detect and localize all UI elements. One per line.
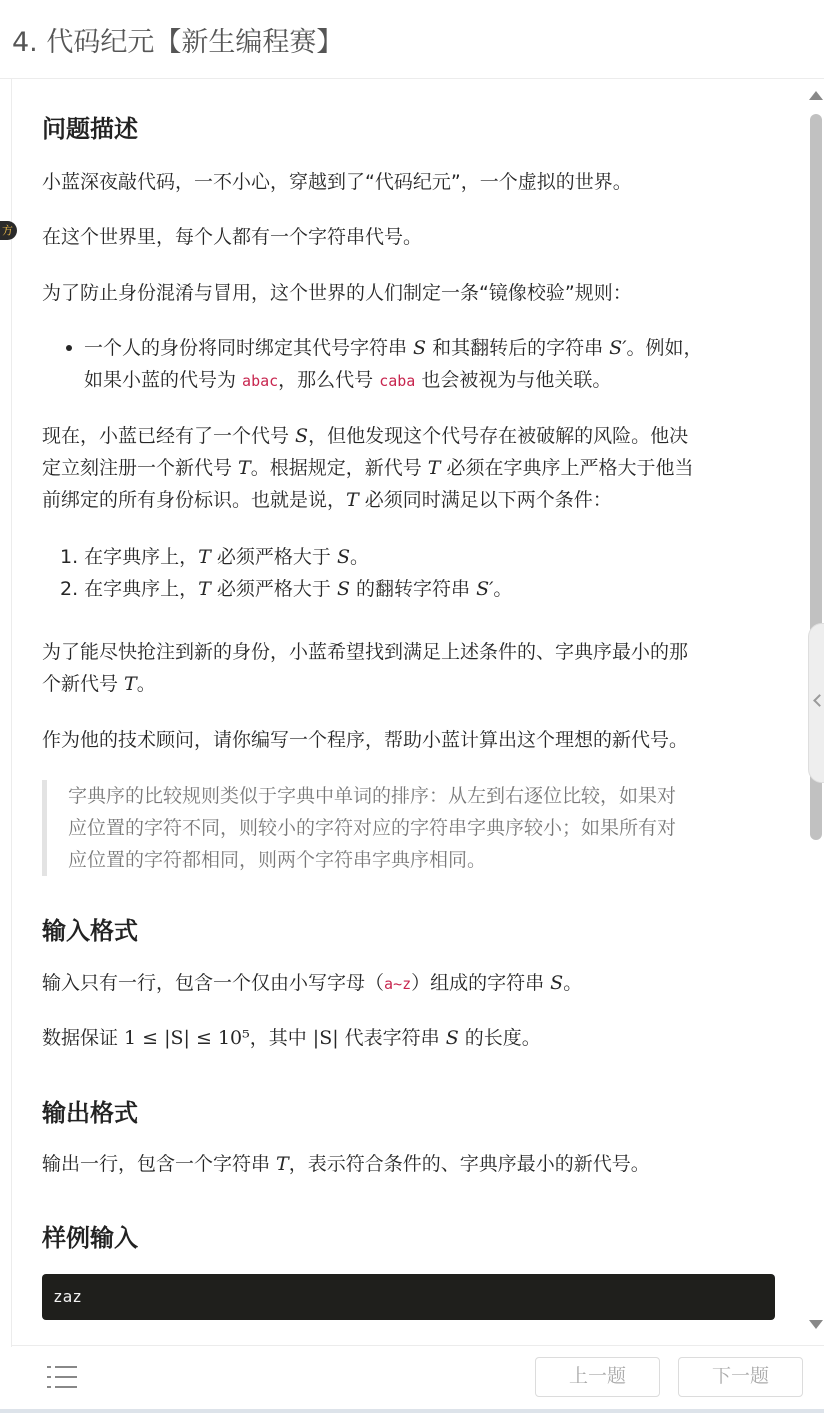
math-var: T [346,489,359,511]
output-format-heading: 输出格式 [42,1099,138,1127]
left-divider [11,79,12,1347]
input-format-heading: 输入格式 [42,917,138,945]
math-var: S [413,337,427,359]
paragraph-3: 为了防止身份混淆与冒用，这个世界的人们制定一条“镜像校验”规则： [42,282,632,304]
chevron-left-icon [813,694,824,707]
footer-bar [12,1345,824,1413]
input-paragraph-1: 输入只有一行，包含一个仅由小写字母（a∼z）组成的字符串 S。 [42,972,583,994]
paragraph-4: 现在，小蓝已经有了一个代号 S，但他发现这个代号存在被破解的风险。他决 定立刻注册一个新代号 T。根据规定，新代号 T 必须在字典序上严格大于他当 前绑定的所有身份标识。也就是说，T 必须同时满足以下两个条件： [42,425,694,511]
output-paragraph: 输出一行，包含一个字符串 T，表示符合条件的、字典序最小的新代号。 [42,1153,650,1175]
math-var: S′ [609,337,627,359]
bullet-dot-icon [66,345,72,351]
side-badge[interactable]: 方 [0,221,17,240]
bullet-item: 一个人的身份将同时绑定其代号字符串 S 和其翻转后的字符串 S′。例如， 如果小蓝的代号为 abac，那么代号 caba 也会被视为与他关联。 [62,332,777,397]
bottom-strip [0,1409,824,1413]
sample-input-heading: 样例输入 [42,1224,138,1252]
title-bar [0,0,824,79]
paragraph-6: 作为他的技术顾问，请你编写一个程序，帮助小蓝计算出这个理想的新代号。 [42,729,689,751]
condition-list [60,541,777,605]
prev-problem-button[interactable]: 上一题 [535,1357,660,1397]
list-menu-icon[interactable] [47,1364,77,1390]
math-formula: 1 ≤ |S| ≤ 10⁵ [124,1027,250,1049]
triangle-up-icon[interactable] [809,91,823,100]
page-title: 4. 代码纪元【新生编程赛】 [12,27,344,58]
inline-code: caba [379,372,416,390]
math-var: T [124,673,137,695]
paragraph-5: 为了能尽快抢注到新的身份，小蓝希望找到满足上述条件的、字典序最小的那 个新代号 T。 [42,641,689,695]
problem-content [42,79,777,1345]
math-var: S [295,425,309,447]
input-paragraph-2: 数据保证 1 ≤ |S| ≤ 10⁵，其中 |S| 代表字符串 S 的长度。 [42,1027,541,1049]
triangle-down-icon[interactable] [809,1320,823,1329]
side-panel-toggle[interactable] [808,623,824,783]
sample-input-code[interactable]: zaz [42,1274,775,1320]
paragraph-1: 小蓝深夜敲代码，一不小心，穿越到了“代码纪元”，一个虚拟的世界。 [42,171,632,193]
math-var: T [427,457,441,479]
inline-code: a∼z [384,975,412,993]
description-heading: 问题描述 [42,115,138,143]
math-var: T [238,457,251,479]
list-item: 1. 在字典序上，T 必须严格大于 S。 [60,546,369,568]
paragraph-2: 在这个世界里，每个人都有一个字符串代号。 [42,226,423,248]
inline-code: abac [242,372,279,390]
list-item: 2. 在字典序上，T 必须严格大于 S 的翻转字符串 S′。 [60,578,513,600]
next-problem-button[interactable]: 下一题 [678,1357,803,1397]
blockquote-note: 字典序的比较规则类似于字典中单词的排序：从左到右逐位比较，如果对 应位置的字符不同，则较小的字符对应的字符串字典序较小；如果所有对 应位置的字符都相同，则两个字符串字典序相同。 [42,780,777,876]
